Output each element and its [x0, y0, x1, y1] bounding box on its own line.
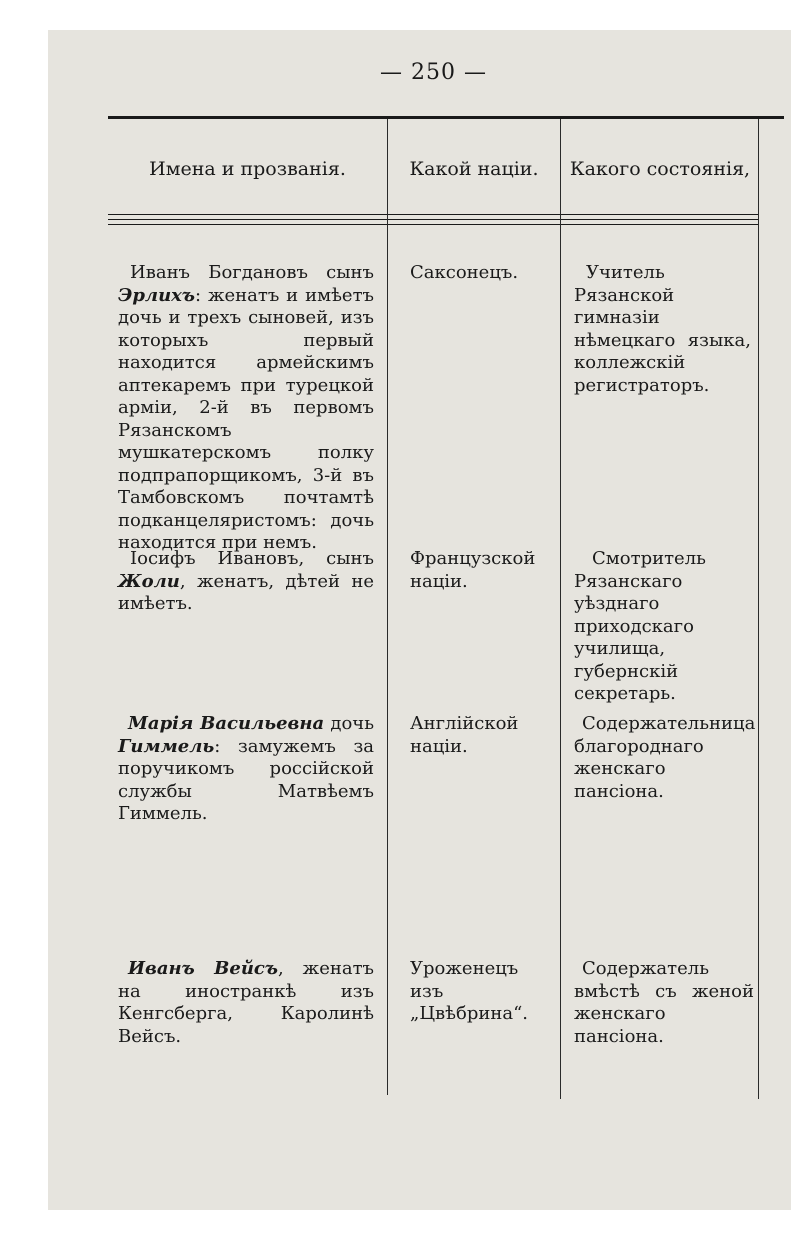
- page-number: — 250 —: [380, 60, 487, 85]
- row2-nation: Французской націи.: [410, 548, 536, 592]
- col-divider-1: [387, 119, 388, 1095]
- col-divider-3: [758, 119, 759, 1099]
- header-names: Имена и прозванія.: [149, 158, 346, 180]
- header-rule-3: [108, 224, 758, 225]
- row2-name: Іосифъ Ивановъ, сынъ Жоли, женатъ, дѣтей не имѣетъ.: [118, 548, 374, 614]
- row3-name: Марія Васильевна дочь Гиммель: замужемъ за поручикомъ россійской службы Матвѣемъ Гиммель.: [118, 713, 375, 824]
- col-divider-2: [560, 119, 561, 1099]
- row2-status: Смотритель Рязанскаго уѣзднаго приходскаго училища, губернскій секретарь.: [574, 548, 706, 704]
- row1-status: Учитель Рязанской гимназіи нѣмецкаго языка, коллежскій регистраторъ.: [574, 262, 751, 396]
- row1-name: Иванъ Богдановъ сынъ Эрлихъ: женатъ и имѣетъ дочь и трехъ сыновей, изъ которыхъ первый находится армейскимъ аптекаремъ при турецкой арміи, 2-й въ первомъ Рязанскомъ мушкатерскомъ полку подпрапорщикомъ, 3-й въ Тамбовскомъ почтамтѣ подканцеляристомъ: дочь находится при немъ.: [118, 262, 374, 553]
- header-rule-2: [108, 219, 758, 220]
- row3-nation: Англійской націи.: [410, 713, 519, 757]
- top-rule: [108, 116, 784, 119]
- header-status: Какого состоянія,: [569, 158, 751, 180]
- header-nation: Какой націи.: [409, 158, 539, 180]
- row1-nation: Саксонецъ.: [410, 262, 519, 283]
- row4-nation: Уроженецъ изъ „Цвѣбрина“.: [410, 958, 529, 1024]
- header-rule-1: [108, 214, 758, 215]
- row4-status: Содержатель вмѣстѣ съ женой женскаго пансіона.: [574, 958, 754, 1047]
- row4-name: Иванъ Вейсъ, женатъ на иностранкѣ изъ Кенгсберга, Каролинѣ Вейсъ.: [118, 958, 374, 1047]
- row3-status: Содержательница благороднаго женскаго пансіона.: [574, 713, 756, 802]
